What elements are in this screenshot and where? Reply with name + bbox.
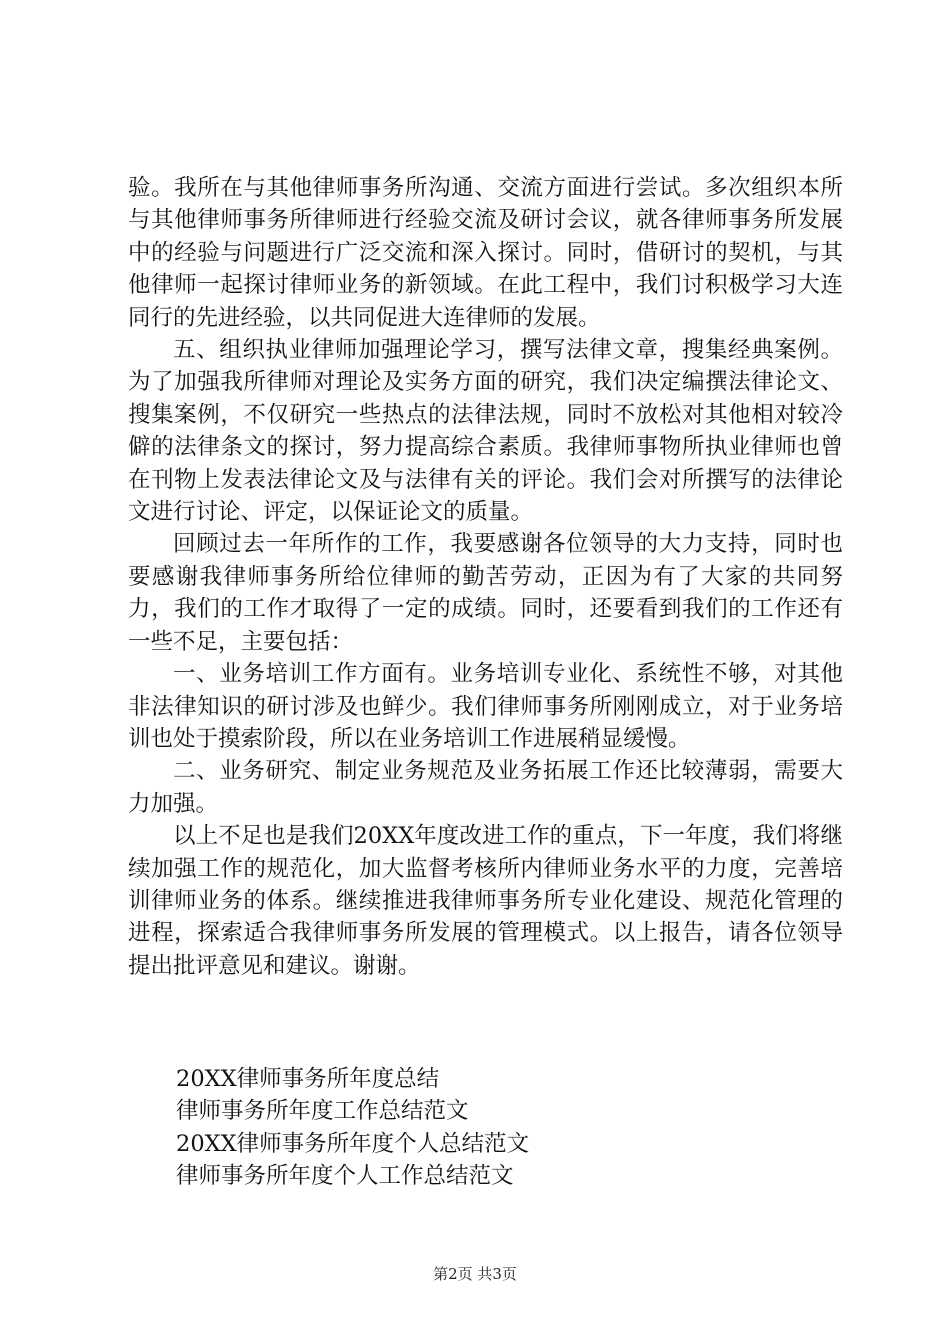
paragraph-1: 验。我所在与其他律师事务所沟通、交流方面进行尝试。多次组织本所与其他律师事务所律师进行经验交流及研讨会议，就各律师事务所发展中的经验与问题进行广泛交流和深入探讨。同时，借研讨的契机，与其他律师一起探讨律师业务的新领域。在此工程中，我们讨积极学习大连同行的先进经验，以共同促进大连律师的发展。 [128,175,843,331]
related-links [176,1063,796,1193]
paragraph-5: 二、业务研究、制定业务规范及业务拓展工作还比较薄弱，需要大力加强。 [128,758,843,817]
related-link[interactable]: 律师事务所年度工作总结范文 [176,1098,469,1125]
paragraph-6: 以上不足也是我们20XX年度改进工作的重点，下一年度，我们将继续加强工作的规范化，加大监督考核所内律师业务水平的力度，完善培训律师业务的体系。继续推进我律师事务所专业化建设、规范化管理的进程，探索适合我律师事务所发展的管理模式。以上报告，请各位领导提出批评意见和建议。谢谢。 [128,823,843,979]
document-body [128,172,843,982]
paragraph-3: 回顾过去一年所作的工作，我要感谢各位领导的大力支持，同时也要感谢我律师事务所给位律师的勤苦劳动，正因为有了大家的共同努力，我们的工作才取得了一定的成绩。同时，还要看到我们的工作还有一些不足，主要包括： [128,531,843,655]
paragraph-2: 五、组织执业律师加强理论学习，撰写法律文章，搜集经典案例。为了加强我所律师对理论及实务方面的研究，我们决定编撰法律论文、搜集案例，不仅研究一些热点的法律法规，同时不放松对其他相对较冷僻的法律条文的探讨，努力提高综合素质。我律师事物所执业律师也曾在刊物上发表法律论文及与法律有关的评论。我们会对所撰写的法律论文进行讨论、评定，以保证论文的质量。 [128,337,843,526]
paragraph-4: 一、业务培训工作方面有。业务培训专业化、系统性不够，对其他非法律知识的研讨涉及也鲜少。我们律师事务所刚刚成立，对于业务培训也处于摸索阶段，所以在业务培训工作进展稍显缓慢。 [128,661,843,752]
page-number-footer: 第2页 共3页 [433,1265,517,1283]
related-link[interactable]: 20XX律师事务所年度个人总结范文 [176,1130,530,1157]
related-link[interactable]: 20XX律师事务所年度总结 [176,1066,440,1092]
related-link[interactable]: 律师事务所年度个人工作总结范文 [176,1163,514,1190]
